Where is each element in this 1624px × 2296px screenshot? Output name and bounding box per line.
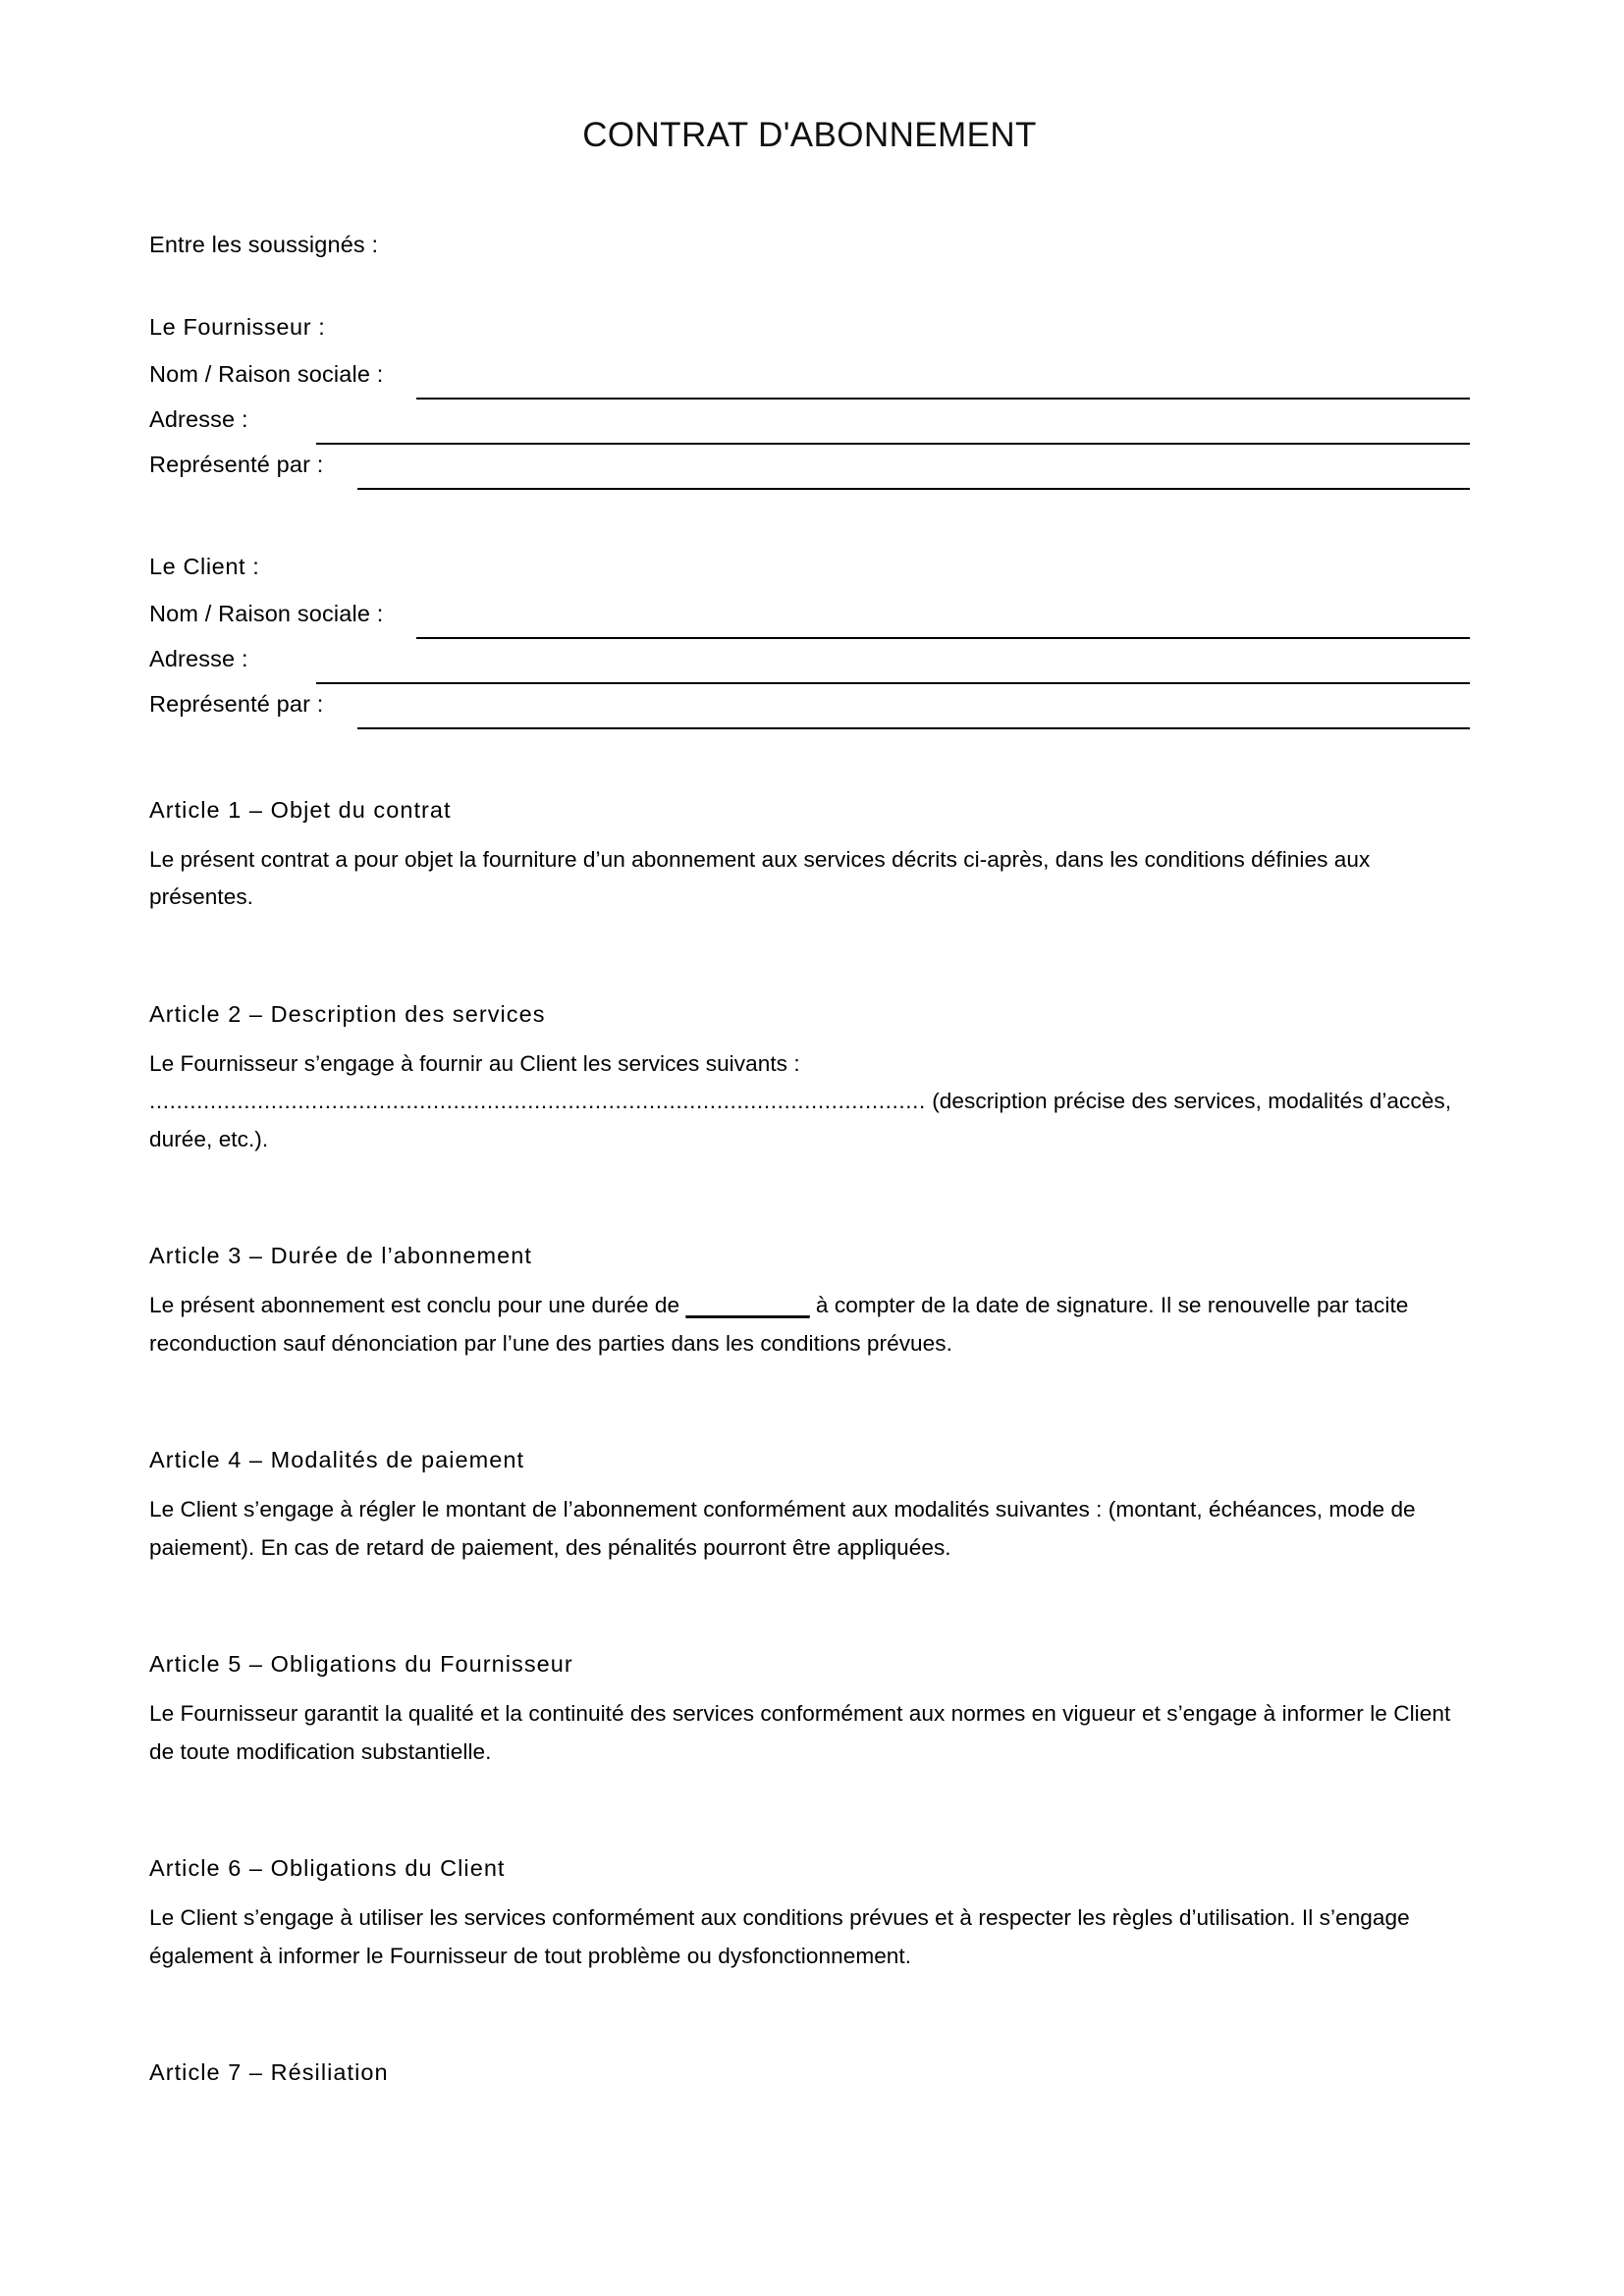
article-3-after: à compter de la date de signature. Il se renouvelle par tacite reconduction sauf dénonciation par l’une des parties dans les conditions prévues. xyxy=(149,1293,1409,1356)
field-row-represente-client xyxy=(149,691,1470,736)
article-2-dotted-blank[interactable]: ................................................................................................................... xyxy=(149,1089,926,1113)
article-1 xyxy=(149,797,1470,917)
article-heading: Article 2 – Description des services xyxy=(149,1000,546,1027)
field-input-adresse-client[interactable] xyxy=(316,682,1470,684)
article-body: Le Fournisseur garantit la qualité et la continuité des services conformément aux normes en vigueur et s’engage à informer le Client de toute modification substantielle. xyxy=(149,1701,1451,1764)
article-4 xyxy=(149,1447,1470,1567)
article-5 xyxy=(149,1651,1470,1771)
party-block-fournisseur xyxy=(149,314,1470,497)
article-heading: Article 5 – Obligations du Fournisseur xyxy=(149,1651,573,1677)
article-7 xyxy=(149,2059,1470,2086)
article-body: Le présent contrat a pour objet la fourniture d’un abonnement aux services décrits ci-après, dans les conditions définies aux présentes. xyxy=(149,846,1371,909)
article-3-duration-blank[interactable]: __________ xyxy=(685,1293,810,1317)
document-content xyxy=(149,0,1470,2104)
field-input-nom-fournisseur[interactable] xyxy=(416,398,1470,400)
article-body xyxy=(149,1045,1470,1159)
field-label-nom: Nom / Raison sociale : xyxy=(149,600,384,626)
article-2-intro: Le Fournisseur s’engage à fournir au Client les services suivants : xyxy=(149,1050,800,1076)
intro-text: Entre les soussignés : xyxy=(149,232,379,257)
party-title-client: Le Client : xyxy=(149,553,260,579)
article-2-after: (description précise des services, modalités d’accès, durée, etc.). xyxy=(149,1089,1452,1151)
article-body: Le Client s’engage à régler le montant de l’abonnement conformément aux modalités suivantes : (montant, échéances, mode de paiement). En cas de retard de paiement, des pénalités pourront être appliquées. xyxy=(149,1497,1416,1560)
field-label-nom: Nom / Raison sociale : xyxy=(149,360,384,387)
article-body xyxy=(149,1287,1470,1362)
article-heading: Article 3 – Durée de l’abonnement xyxy=(149,1243,532,1268)
page-title: CONTRAT D'ABONNEMENT xyxy=(582,116,1037,154)
field-row-nom-fournisseur xyxy=(149,361,1470,406)
article-body: Le Client s’engage à utiliser les services conformément aux conditions prévues et à respecter les règles d’utilisation. Il s’engage également à informer le Fournisseur de tout problème ou dysfonctionnement. xyxy=(149,1905,1410,1968)
article-heading: Article 6 – Obligations du Client xyxy=(149,1855,506,1881)
article-2 xyxy=(149,1001,1470,1159)
field-input-nom-client[interactable] xyxy=(416,637,1470,639)
field-label-represente: Représenté par : xyxy=(149,451,324,477)
field-label-represente: Représenté par : xyxy=(149,690,324,717)
article-3 xyxy=(149,1243,1470,1362)
field-input-adresse-fournisseur[interactable] xyxy=(316,443,1470,445)
article-heading: Article 1 – Objet du contrat xyxy=(149,796,452,823)
field-input-represente-client[interactable] xyxy=(357,727,1470,729)
field-row-nom-client xyxy=(149,601,1470,646)
article-6 xyxy=(149,1855,1470,1975)
field-row-adresse-fournisseur xyxy=(149,406,1470,452)
article-heading: Article 4 – Modalités de paiement xyxy=(149,1447,525,1472)
field-row-adresse-client xyxy=(149,646,1470,691)
field-label-adresse: Adresse : xyxy=(149,405,248,432)
field-input-represente-fournisseur[interactable] xyxy=(357,488,1470,490)
party-block-client xyxy=(149,554,1470,736)
field-row-represente-fournisseur xyxy=(149,452,1470,497)
article-3-before: Le présent abonnement est conclu pour une durée de xyxy=(149,1293,686,1317)
field-label-adresse: Adresse : xyxy=(149,645,248,671)
party-title-fournisseur: Le Fournisseur : xyxy=(149,313,326,340)
article-heading: Article 7 – Résiliation xyxy=(149,2059,389,2085)
